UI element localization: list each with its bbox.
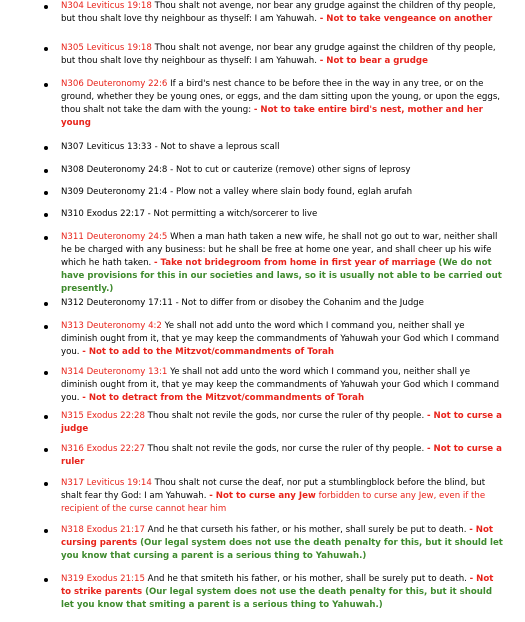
- verse-text: If a bird's nest chance to be before thee in the way in any tree, or on the ground, whether they be young ones, or eggs, and the dam sitting upon the young, or upon the eggs, thou shalt not take the dam with the young:: [61, 79, 501, 115]
- mitzvah-summary: - Plow not a valley where slain body found, eglah arufah: [167, 187, 413, 197]
- item-text: [61, 186, 503, 199]
- item-text: [61, 477, 503, 516]
- bullet-icon: [44, 47, 48, 51]
- verse-reference: N305 Leviticus 19:18: [61, 43, 152, 53]
- item-text: [61, 42, 503, 68]
- item-text: [61, 164, 503, 177]
- verse-text: When a man hath taken a new wife, he shall not go out to war, neither shall he be charged with any business: but he shall be free at home one year, and shall cheer up his wife which he hath taken.: [61, 232, 498, 268]
- commentary-note: (Our legal system does not use the death penalty for this, but it should let you know that smiting a parent is a serious thing to Yahuwah.): [61, 587, 492, 610]
- commentary-note: (Our legal system does not use the death penalty for this, but it should let you know that cursing a parent is a serious thing to Yahuwah.): [61, 538, 503, 561]
- item-text: [61, 231, 503, 296]
- verse-text: Ye shall not add unto the word which I command you, neither shall ye diminish ought from it, that ye may keep the commandments of Yahuwah your God which I command you.: [61, 367, 500, 403]
- item-text: [61, 141, 503, 154]
- verse-text: Thou shalt not curse the deaf, nor put a stumblingblock before the blind, but shalt fear thy God: I am Yahuwah.: [61, 478, 486, 501]
- verse-reference: N319 Exodus 21:15: [61, 574, 145, 584]
- verse-reference: N312 Deuteronomy 17:11: [61, 298, 173, 308]
- bullet-icon: [44, 213, 48, 217]
- verse-reference: N313 Deuteronomy 4:2: [61, 321, 162, 331]
- mitzvah-summary: - Not permitting a witch/sorcerer to live: [144, 209, 318, 219]
- item-text: [61, 410, 503, 436]
- mitzvah-summary: - Not to shave a leprous scall: [151, 142, 280, 152]
- mitzvah-summary: - Not cursing parents: [61, 525, 493, 548]
- item-text: [61, 208, 503, 221]
- mitzvah-summary: - Not to curse a judge: [61, 411, 502, 434]
- verse-text: And he that smiteth his father, or his mother, shall be surely put to death.: [144, 574, 470, 584]
- item-text: [61, 297, 503, 310]
- verse-reference: N310 Exodus 22:17: [61, 209, 145, 219]
- verse-text: Thou shalt not revile the gods, nor curse the ruler of thy people.: [144, 411, 427, 421]
- verse-reference: N308 Deuteronomy 24:8: [61, 165, 168, 175]
- verse-text: And he that curseth his father, or his mother, shall surely be put to death.: [144, 525, 470, 535]
- item-text: [61, 573, 503, 612]
- mitzvah-summary: - Not to take entire bird's nest, mother and her young: [61, 105, 483, 128]
- verse-reference: N304 Leviticus 19:18: [61, 1, 152, 11]
- bullet-icon: [44, 578, 48, 582]
- mitzvah-summary: - Not to differ from or disobey the Cohanim and the Judge: [172, 298, 424, 308]
- mitzvah-summary: - Take not bridegroom from home in first year of marriage: [154, 258, 436, 268]
- verse-text: Ye shall not add unto the word which I command you, neither shall ye diminish ought from it, that ye may keep the commandments of Yahuwah your God which I command you.: [61, 321, 500, 357]
- verse-reference: N317 Leviticus 19:14: [61, 478, 152, 488]
- mitzvah-summary: - Not to curse a ruler: [61, 444, 502, 467]
- mitzvah-summary: - Not to take vengeance on another: [319, 14, 493, 24]
- verse-text: Thou shalt not avenge, nor bear any grudge against the children of thy people, but thou shalt love thy neighbour as thyself: I am Yahuwah.: [61, 43, 496, 66]
- item-text: [61, 0, 503, 26]
- verse-text: Thou shalt not avenge, nor bear any grudge against the children of thy people, but thou shalt love thy neighbour as thyself: I am Yahuwah.: [61, 1, 496, 24]
- verse-reference: N311 Deuteronomy 24:5: [61, 232, 168, 242]
- item-text: [61, 443, 503, 469]
- mitzvah-summary: - Not to add to the Mitzvot/commandments of Torah: [82, 347, 335, 357]
- verse-reference: N318 Exodus 21:17: [61, 525, 145, 535]
- item-text: [61, 320, 503, 359]
- bullet-icon: [44, 448, 48, 452]
- mitzvah-summary: - Not to bear a grudge: [319, 56, 428, 66]
- bullet-icon: [44, 236, 48, 240]
- mitzvah-summary: - Not to curse any Jew: [209, 491, 316, 501]
- verse-reference: N315 Exodus 22:28: [61, 411, 145, 421]
- bullet-icon: [44, 325, 48, 329]
- bullet-icon: [44, 191, 48, 195]
- bullet-icon: [44, 415, 48, 419]
- bullet-icon: [44, 529, 48, 533]
- bullet-icon: [44, 482, 48, 486]
- bullet-icon: [44, 5, 48, 9]
- commentary-note: (We do not have provisions for this in our societies and laws, so it is usually not able to be carried out presently.): [61, 258, 502, 294]
- bullet-icon: [44, 146, 48, 150]
- mitzvah-summary: - Not to strike parents: [61, 574, 494, 597]
- bullet-icon: [44, 83, 48, 87]
- item-text: [61, 366, 503, 405]
- item-text: [61, 524, 503, 563]
- verse-reference: N307 Leviticus 13:33: [61, 142, 152, 152]
- verse-reference: N306 Deuteronomy 22:6: [61, 79, 168, 89]
- mitzvah-summary: - Not to cut or cauterize (remove) other signs of leprosy: [167, 165, 411, 175]
- verse-text: Thou shalt not revile the gods, nor curse the ruler of thy people.: [144, 444, 427, 454]
- bullet-icon: [44, 169, 48, 173]
- verse-reference: N314 Deuteronomy 13:1: [61, 367, 168, 377]
- verse-reference: N309 Deuteronomy 21:4: [61, 187, 168, 197]
- item-text: [61, 78, 503, 130]
- mitzvah-summary: - Not to detract from the Mitzvot/commandments of Torah: [82, 393, 365, 403]
- verse-reference: N316 Exodus 22:27: [61, 444, 145, 454]
- bullet-icon: [44, 302, 48, 306]
- bullet-icon: [44, 371, 48, 375]
- commentary-note: forbidden to curse any Jew, even if the recipient of the curse cannot hear him: [61, 491, 486, 514]
